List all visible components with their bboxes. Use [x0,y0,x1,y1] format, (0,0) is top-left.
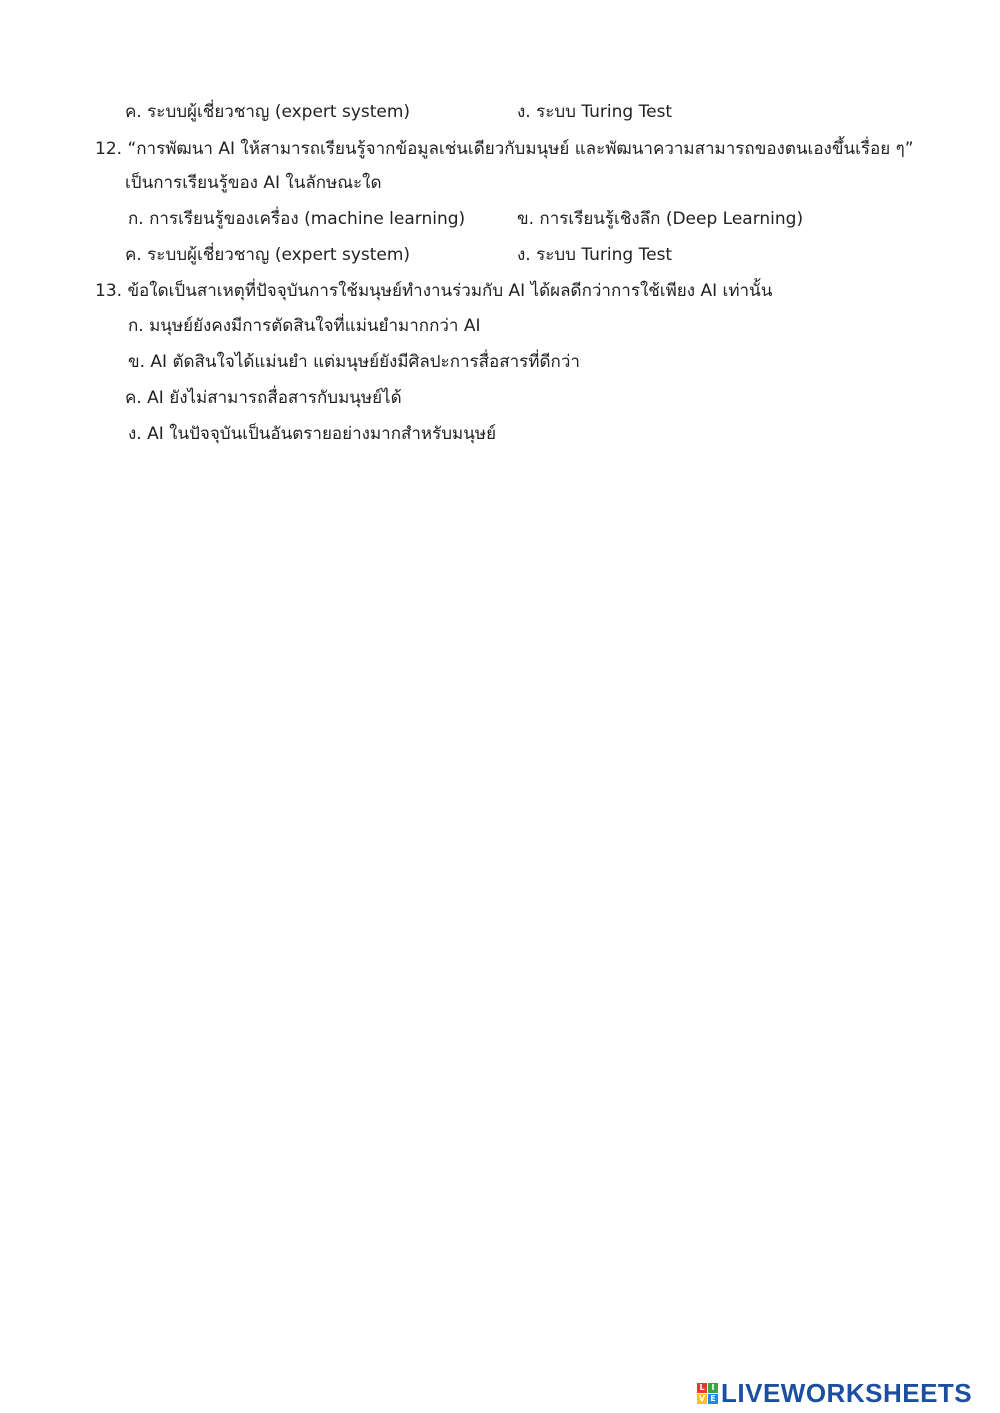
live-badge-icon: L I V E [697,1383,718,1404]
q12-option-a: ก. การเรียนรู้ของเครื่อง (machine learning) [128,209,466,229]
q13-option-a: ก. มนุษย์ยังคงมีการตัดสินใจที่แม่นยำมากกว่า AI [128,316,481,336]
q12-option-b: ข. การเรียนรู้เชิงลึก (Deep Learning) [517,209,804,229]
q13-option-d: ง. AI ในปัจจุบันเป็นอันตรายอย่างมากสำหรับมนุษย์ [128,424,497,444]
q13-option-b: ข. AI ตัดสินใจได้แม่นยำ แต่มนุษย์ยังมีศิลปะการสื่อสารที่ดีกว่า [128,352,580,372]
q12-question-line2: เป็นการเรียนรู้ของ AI ในลักษณะใด [125,173,382,193]
q11-option-c: ค. ระบบผู้เชี่ยวชาญ (expert system) [125,102,411,122]
q13-question: 13. ข้อใดเป็นสาเหตุที่ปัจจุบันการใช้มนุษย์ทำงานร่วมกับ AI ได้ผลดีกว่าการใช้เพียง AI เท่านั้น [95,281,773,301]
q12-question-line1: 12. “การพัฒนา AI ให้สามารถเรียนรู้จากข้อมูลเช่นเดียวกับมนุษย์ และพัฒนาความสามารถของตนเองขึ้นเรื่อย ๆ” [95,139,914,159]
logo-text: LIVEWORKSHEETS [721,1377,973,1408]
liveworksheets-logo [697,1377,973,1408]
q11-option-d: ง. ระบบ Turing Test [517,102,673,122]
q13-option-c: ค. AI ยังไม่สามารถสื่อสารกับมนุษย์ได้ [125,388,402,408]
q12-option-c: ค. ระบบผู้เชี่ยวชาญ (expert system) [125,245,411,265]
q12-option-d: ง. ระบบ Turing Test [517,245,673,265]
